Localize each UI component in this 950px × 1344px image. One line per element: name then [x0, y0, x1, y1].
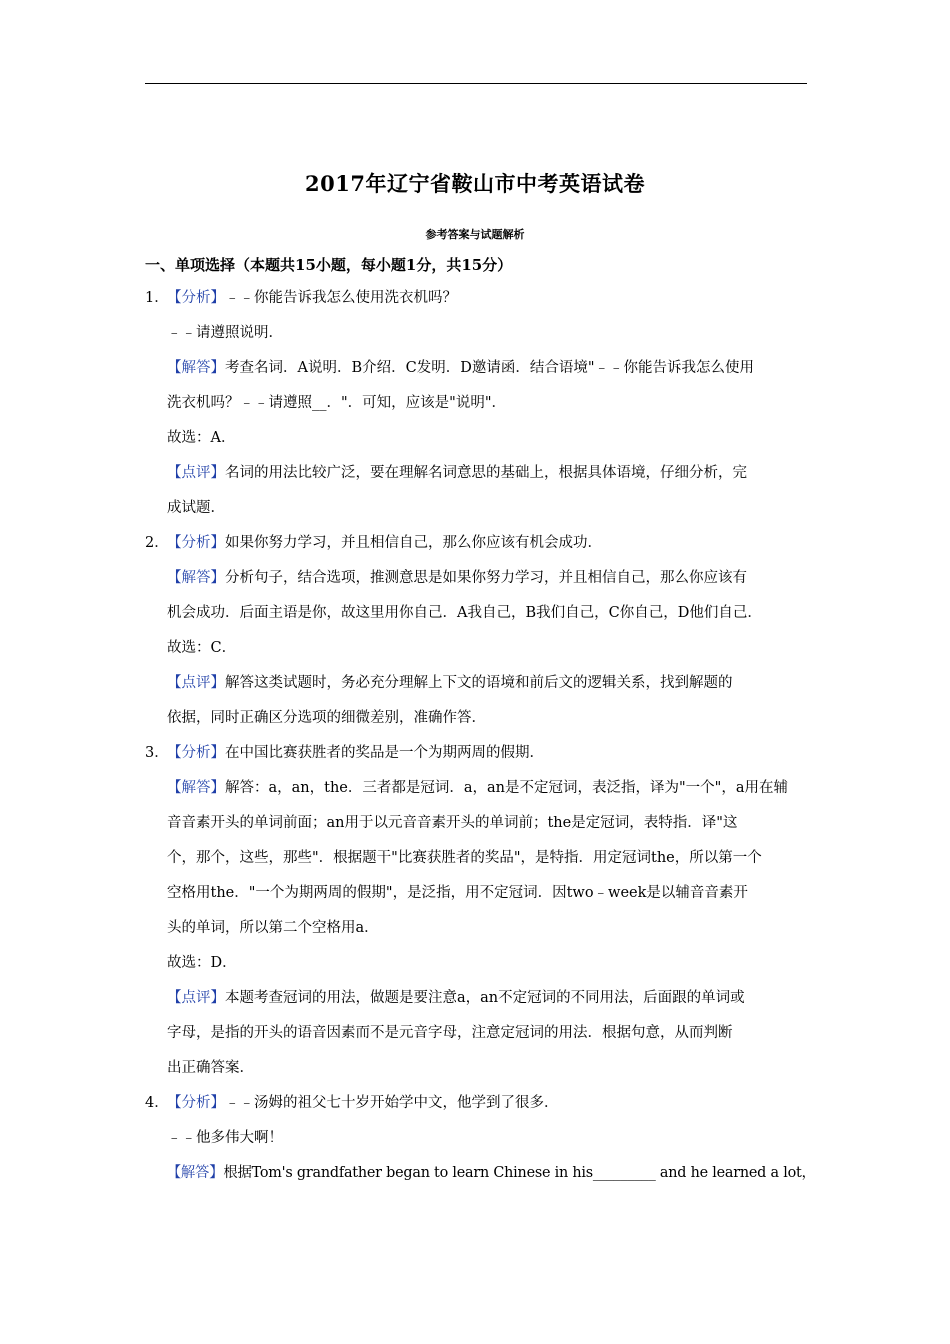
section-tag: 【解答】: [166, 1165, 224, 1181]
answer-text: 机会成功．后面主语是你，故这里用你自己．A我自己，B我们自己，C你自己，D他们自己．: [167, 605, 762, 621]
section-tag: 【点评】: [167, 675, 225, 691]
answer-line: [145, 876, 815, 911]
answer-text: 如果你努力学习，并且相信自己，那么你应该有机会成功．: [225, 535, 602, 551]
answer-text: 音音素开头的单词前面；an用于以元音音素开头的单词前；the是定冠词，表特指．译"这: [167, 815, 738, 831]
question-block: [145, 526, 815, 736]
answer-line: [145, 981, 815, 1016]
answer-text: 解答：a，an，the．三者都是冠词．a，an是不定冠词，表泛指，译为"一个"，a用在辅: [225, 780, 788, 796]
answer-text: ﹣﹣请遵照说明．: [167, 325, 283, 341]
answer-text: 成试题．: [167, 500, 225, 516]
answer-text: 头的单词，所以第二个空格用a．: [167, 920, 379, 936]
answer-line: [145, 911, 815, 946]
section-tag: 【分析】: [167, 290, 225, 306]
answer-content: [145, 281, 815, 1191]
answer-text: 字母，是指的开头的语音因素而不是元音字母，注意定冠词的用法．根据句意，从而判断: [167, 1025, 733, 1041]
question-number: 1．: [145, 290, 169, 306]
section-tag: 【分析】: [167, 535, 225, 551]
answer-line: [145, 421, 815, 456]
question-number: 4．: [145, 1095, 169, 1111]
question-block: [145, 281, 815, 526]
answer-line: [145, 666, 815, 701]
answer-text: 根据Tom's grandfather began to learn Chinese in his_________ and he learned a lot，: [223, 1165, 816, 1181]
question-block: [145, 1086, 815, 1191]
answer-line: [145, 596, 815, 631]
question-number: 3．: [145, 745, 169, 761]
answer-line: [145, 1086, 815, 1121]
answer-text: 出正确答案．: [167, 1060, 254, 1076]
page-title: 2017年辽宁省鞍山市中考英语试卷: [305, 171, 645, 196]
answer-line: [145, 386, 815, 421]
answer-line: [145, 736, 815, 771]
header-rule: [145, 83, 807, 84]
answer-text: 在中国比赛获胜者的奖品是一个为期两周的假期．: [225, 745, 544, 761]
answer-line: [145, 1051, 815, 1086]
answer-line: [145, 351, 815, 386]
answer-text: ﹣﹣他多伟大啊！: [167, 1130, 283, 1146]
section-tag: 【分析】: [167, 745, 225, 761]
answer-line: [145, 281, 815, 316]
answer-line: [145, 316, 815, 351]
answer-text: 故选：D．: [167, 955, 237, 971]
answer-line: [145, 806, 815, 841]
answer-text: 依据，同时正确区分选项的细微差别，准确作答．: [167, 710, 486, 726]
question-number: 2．: [145, 535, 169, 551]
answer-text: 本题考查冠词的用法，做题是要注意a，an不定冠词的不同用法，后面跟的单词或: [225, 990, 745, 1006]
answer-line: [145, 526, 815, 561]
answer-text: 故选：C．: [167, 640, 237, 656]
page-subtitle: 参考答案与试题解析: [425, 228, 525, 241]
answer-line: [145, 631, 815, 666]
section-tag: 【解答】: [167, 780, 225, 796]
answer-line: [145, 491, 815, 526]
answer-line: [145, 561, 815, 596]
answer-line: [145, 1121, 815, 1156]
answer-line: [145, 1156, 816, 1191]
answer-line: [145, 841, 815, 876]
answer-line: [145, 701, 815, 736]
question-block: [145, 736, 815, 1086]
answer-text: 洗衣机吗？﹣﹣请遵照__．"．可知，应该是"说明"．: [167, 395, 507, 411]
section-tag: 【点评】: [167, 990, 225, 1006]
answer-text: 空格用the．"一个为期两周的假期"，是泛指，用不定冠词．因two﹣week是以辅音音素开: [167, 885, 748, 901]
answer-text: 故选：A．: [167, 430, 236, 446]
section-heading: 一、单项选择（本题共15小题，每小题1分，共15分）: [145, 256, 513, 274]
section-tag: 【解答】: [167, 570, 225, 586]
section-tag: 【解答】: [167, 360, 225, 376]
answer-text: 解答这类试题时，务必充分理解上下文的语境和前后文的逻辑关系，找到解题的: [225, 675, 733, 691]
answer-text: 名词的用法比较广泛，要在理解名词意思的基础上，根据具体语境，仔细分析，完: [225, 465, 747, 481]
answer-line: [145, 771, 815, 806]
answer-text: 个，那个，这些，那些"．根据题干"比赛获胜者的奖品"，是特指．用定冠词the，所以第一个: [167, 850, 762, 866]
answer-text: ﹣﹣汤姆的祖父七十岁开始学中文，他学到了很多．: [225, 1095, 559, 1111]
section-tag: 【分析】: [167, 1095, 225, 1111]
answer-line: [145, 1016, 815, 1051]
answer-text: 考查名词．A说明．B介绍．C发明．D邀请函．结合语境"﹣﹣你能告诉我怎么使用: [225, 360, 755, 376]
answer-text: 分析句子，结合选项，推测意思是如果你努力学习，并且相信自己，那么你应该有: [225, 570, 747, 586]
answer-line: [145, 946, 815, 981]
section-tag: 【点评】: [167, 465, 225, 481]
answer-line: [145, 456, 815, 491]
answer-text: ﹣﹣你能告诉我怎么使用洗衣机吗？: [225, 290, 457, 306]
